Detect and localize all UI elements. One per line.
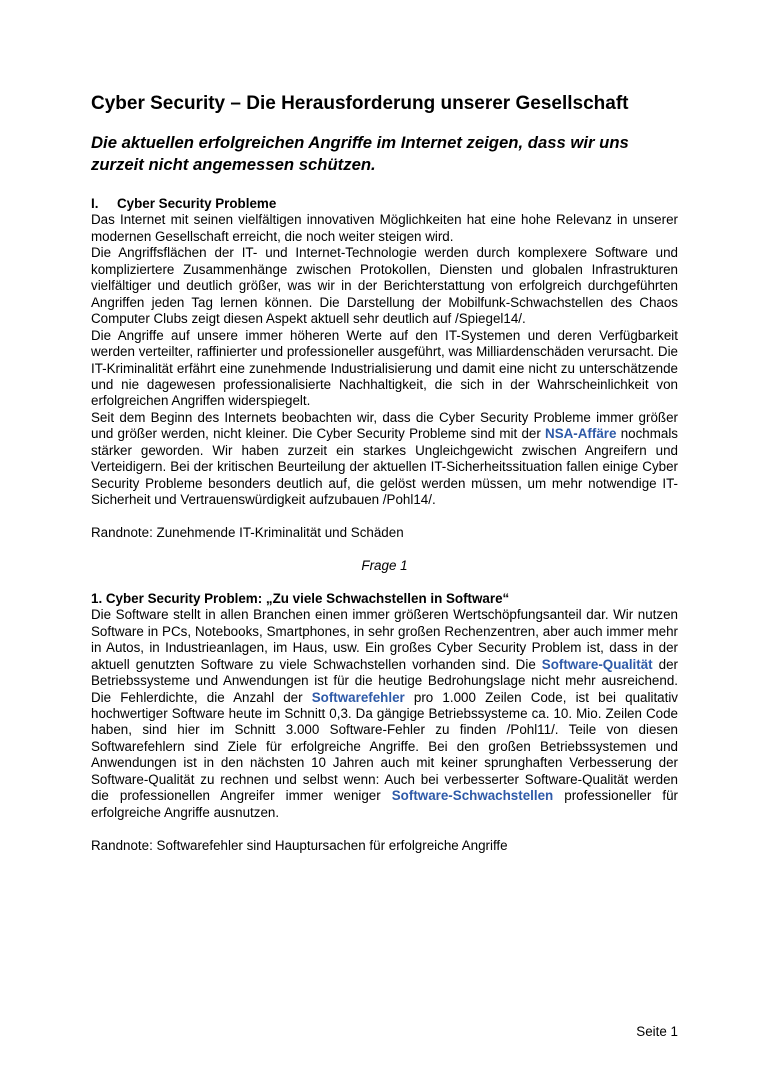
problem-heading-vulnerabilities: 1. Cyber Security Problem: „Zu viele Schwachstellen in Software“ xyxy=(91,590,510,606)
paragraph-attacks-values: Die Angriffe auf unsere immer höheren Werte auf den IT-Systemen und deren Verfügbarkeit werden verteilter, raffinierter und professioneller ausgeführt, was Milliardenschäden verursacht. Die IT-Kriminalität erfährt eine zunehmende Industrialisierung und damit eine nicht zu unterschätzende und nie dagewesen professionalisierte Nachhaltigkeit, die sich in der Wahrscheinlichkeit von erfolgreichen Angriffen widerspiegelt. xyxy=(91,327,678,409)
spacer xyxy=(91,542,678,558)
paragraph-text-part: nochmals stärker geworden. Wir haben zurzeit ein starkes Ungleichgewicht zwischen Angreifern und Verteidigern. Bei der kritischen Beurteilung der aktuellen IT-Sicherheitssituation fallen einige Cyber Security Probleme besonders deutlich auf, die gelöst werden müssen, um mehr notwendige IT-Sicherheit und Vertrauenswürdigkeit aufzubauen /Pohl14/. xyxy=(91,426,678,508)
page-number: Seite 1 xyxy=(636,1024,678,1039)
paragraph-security-problems xyxy=(91,410,678,509)
paragraph-text-part: der Betriebssysteme und Anwendungen ist für die heutige Bedrohungslage nicht mehr ausreichend. Die Fehlerdichte, die Anzahl der xyxy=(91,656,678,705)
question-label: Frage 1 xyxy=(361,557,408,573)
spacer xyxy=(91,821,678,837)
paragraph-text-part: Die Software stellt in allen Branchen einen immer größeren Wertschöpfungsanteil dar. Wir nutzen Software in PCs, Notebooks, Smartphones, in sehr großen Rechenzentren, aber auch immer mehr in Autos, in Industrieanlagen, im Haus, usw. Ein großes Cyber Security Problem ist, dass in der aktuell genutzten Software zu viele Schwachstellen vorhanden sind. Die xyxy=(91,607,678,672)
software-vulnerabilities-link[interactable]: Software-Schwachstellen xyxy=(391,788,554,804)
margin-note-software-errors: Randnote: Softwarefehler sind Hauptursachen für erfolgreiche Angriffe xyxy=(91,837,508,853)
paragraph-internet-relevance: Das Internet mit seinen vielfältigen innovativen Möglichkeiten hat eine hohe Relevanz in unserer modernen Gesellschaft erreicht, die noch weiter steigen wird. xyxy=(91,212,678,244)
margin-note-crime: Randnote: Zunehmende IT-Kriminalität und Schäden xyxy=(91,525,404,541)
section-number: I. xyxy=(91,196,99,211)
spacer xyxy=(91,574,678,590)
software-errors-link[interactable]: Softwarefehler xyxy=(311,689,405,705)
paragraph-text-part: professioneller für erfolgreiche Angriffe ausnutzen. xyxy=(91,788,678,820)
section-heading-text: Cyber Security Probleme xyxy=(117,196,277,211)
page-title: Cyber Security – Die Herausforderung unserer Gesellschaft xyxy=(91,93,629,114)
section-heading-problems xyxy=(91,196,678,212)
paragraph-software-quality xyxy=(91,607,678,821)
paragraph-text-part: pro 1.000 Zeilen Code, ist bei qualitativ hochwertiger Software heute im Schnitt 0,3. Da gängige Betriebssysteme ca. 10. Mio. Zeilen Code haben, sind hier im Schnitt 3.000 Software-Fehler zu finden /Pohl11/. Teile von diesen Softwarefehlern sind Ziele für erfolgreiche Angriffe. Bei den großen Betriebssystemen und Anwendungen ist in den nächsten 10 Jahren auch mit keiner sprunghaften Verbesserung der Software-Qualität zu rechnen und selbst wenn: Auch bei verbesserter Software-Qualität werden die professionellen Angreifer immer weniger xyxy=(91,689,678,804)
document-body xyxy=(91,196,678,854)
software-quality-link[interactable]: Software-Qualität xyxy=(541,656,653,672)
paragraph-text-part: Seit dem Beginn des Internets beobachten wir, dass die Cyber Security Probleme immer größer und größer werden, nicht kleiner. Die Cyber Security Probleme sind mit der xyxy=(91,409,678,442)
paragraph-attack-surface: Die Angriffsflächen der IT- und Internet-Technologie werden durch komplexere Software und kompliziertere Zusammenhänge zwischen Protokollen, Diensten und globalen Infrastrukturen vielfältiger und deutlich größer, was wir in der Berichterstattung von erfolgreich durchgeführten Angriffen jeden Tag lernen können. Die Darstellung der Mobilfunk-Schwachstellen des Chaos Computer Clubs zeigt diesen Aspekt aktuell sehr deutlich auf /Spiegel14/. xyxy=(91,245,678,327)
spacer xyxy=(91,509,678,525)
nsa-affaire-link[interactable]: NSA-Affäre xyxy=(545,426,617,442)
page-subtitle: Die aktuellen erfolgreichen Angriffe im Internet zeigen, dass wir uns zurzeit nicht angemessen schützen. xyxy=(91,133,629,174)
